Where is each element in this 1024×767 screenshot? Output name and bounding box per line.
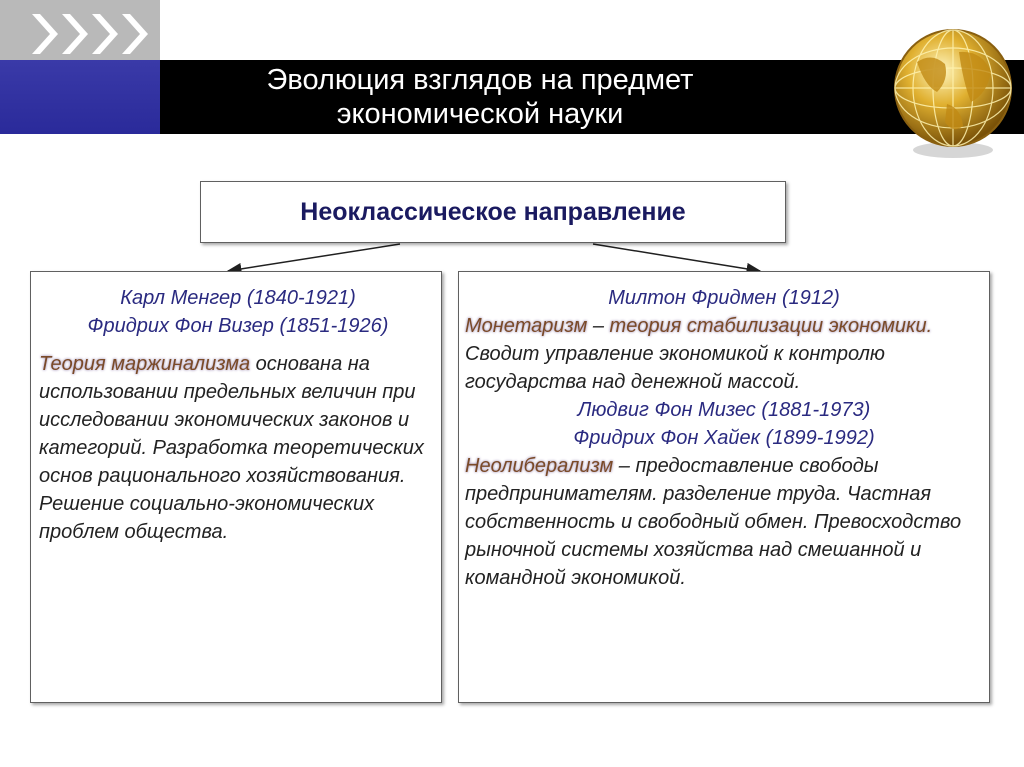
monetarism-neoliberalism-box xyxy=(458,271,990,703)
marginalism-text: основана на использовании предельных величин при исследовании экономических законов и категорий. Разработка теоретических основ рационального хозяйствования. Решение социально-экономических проблем общества. xyxy=(39,353,424,543)
monetarism-definition: теория стабилизации экономики. xyxy=(609,315,933,337)
marginalism-box xyxy=(30,271,442,703)
globe-icon xyxy=(887,22,1019,162)
neoliberalism-description xyxy=(465,452,983,592)
header-blue-block xyxy=(0,60,160,134)
neoclassical-direction-box xyxy=(200,181,786,243)
title-line-2: экономической науки xyxy=(336,98,624,130)
chevron-arrows-icon xyxy=(32,14,162,54)
monetarism-text: Сводит управление экономикой к контролю государства над денежной массой. xyxy=(465,343,885,393)
neoliberalism-term: Неолиберализм xyxy=(465,455,614,477)
monetarism-term: Монетаризм xyxy=(465,315,588,337)
author-wieser: Фридрих Фон Визер (1851-1926) xyxy=(87,315,389,337)
neoliberalism-text: – предоставление свободы предпринимателям. разделение труда. Частная собственность и свободный обмен. Превосходство рыночной системы хозяйства над смешанной и командной экономикой. xyxy=(465,455,962,589)
marginalism-term: Теория маржинализма xyxy=(39,353,251,375)
monetarism-dash: – xyxy=(587,315,610,337)
monetarism-description xyxy=(465,312,983,396)
author-mises: Людвиг Фон Мизес (1881-1973) xyxy=(577,399,871,421)
author-hayek: Фридрих Фон Хайек (1899-1992) xyxy=(573,427,875,449)
neoclassical-direction-label: Неоклассическое направление xyxy=(300,197,686,226)
author-menger: Карл Менгер (1840-1921) xyxy=(120,287,356,309)
slide-title xyxy=(160,60,800,134)
marginalism-description xyxy=(39,350,437,546)
author-friedman: Милтон Фридмен (1912) xyxy=(608,287,840,309)
title-line-1: Эволюция взглядов на предмет xyxy=(266,64,694,96)
